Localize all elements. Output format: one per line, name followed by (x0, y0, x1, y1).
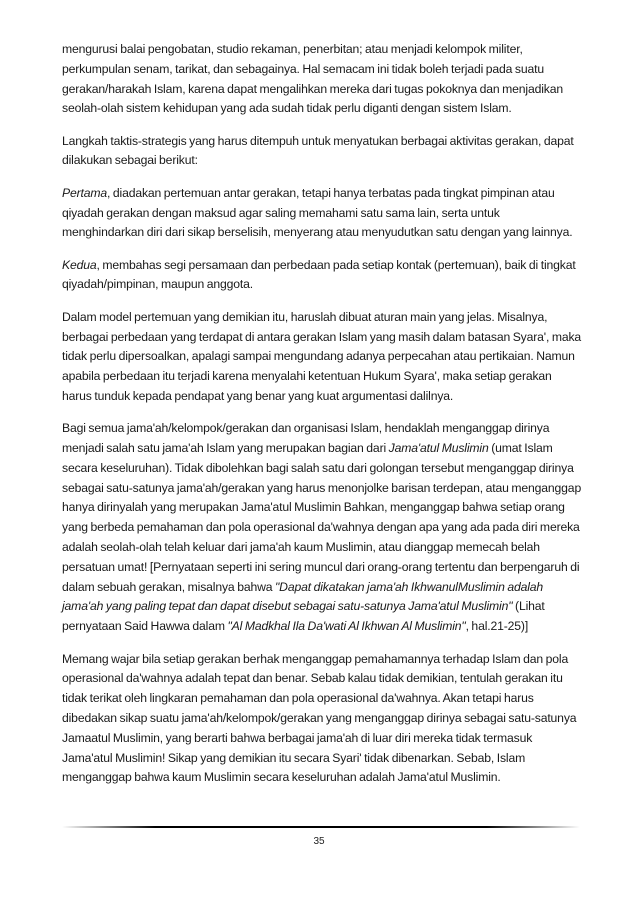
paragraph-5 (62, 308, 582, 407)
paragraph-kedua (62, 256, 582, 296)
pertama-label: Pertama (62, 185, 108, 200)
page-number: 35 (313, 836, 325, 847)
paragraph-6-text-c: (Lihat pernyataan Said Hawwa dalam (62, 599, 545, 634)
paragraph-7 (62, 650, 582, 789)
paragraph-5-text: Dalam model pertemuan yang demikian itu, haruslah dibuat aturan main yang jelas. Misalnya, berbagai perbedaan yang terdapat di antara gerakan Islam yang masih dalam batasan Syara', maka tidak perlu dipersoalkan, apalagi sampai mengundang adanya perpecahan atau pertikaian. Namun apabila perbedaan itu terjadi karena menyalahi ketentuan Hukum Syara', maka setiap gerakan harus tunduk kepada pendapat yang benar yang kuat argumentasi dalilnya. (62, 309, 582, 403)
paragraph-6-text-b: (umat Islam secara keseluruhan). Tidak dibolehkan bagi salah satu dari golongan tersebut menganggap dirinya sebagai satu-satunya jama'ah/gerakan yang harus menonjolke barisan terdepan, atau menganggap hanya dirinyalah yang merupakan Jama'atul Muslimin Bahkan, menganggap bahwa setiap orang yang berbeda pemahaman dan pola operasional da'wahnya dengan apa yang ada pada diri mereka adalah seolah-olah telah keluar dari jama'ah kaum Muslimin, atau dianggap memecah belah persatuan umat! [Pernyataan seperti ini sering muncul dari orang-orang tertentu dan berpengaruh di dalam sebuah gerakan, misalnya bahwa (62, 441, 582, 594)
pertama-text: , diadakan pertemuan antar gerakan, tetapi hanya terbatas pada tingkat pimpinan atau qiyadah gerakan dengan maksud agar saling memahami satu sama lain, serta untuk menghindarkan diri dari sikap berselisih, menyerang atau menyudutkan satu dengan yang lainnya. (62, 185, 573, 240)
document-body (62, 40, 582, 801)
paragraph-6-quote: "Dapat dikatakan jama'ah IkhwanulMuslimin adalah jama'ah yang paling tepat dan dapat disebut sebagai satu-satunya Jama'atul Muslimin" (62, 579, 544, 614)
paragraph-6-text-d: , hal.21-25)] (465, 619, 529, 634)
paragraph-1 (62, 40, 582, 119)
paragraph-6 (62, 419, 582, 637)
paragraph-pertama (62, 184, 582, 243)
kedua-text: , membahas segi persamaan dan perbedaan pada setiap kontak (pertemuan), baik di tingkat qiyadah/pimpinan, maupun anggota. (62, 257, 576, 292)
paragraph-2-text: Langkah taktis-strategis yang harus ditempuh untuk menyatukan berbagai aktivitas gerakan, dapat dilakukan sebagai berikut: (62, 133, 574, 168)
paragraph-1-text: mengurusi balai pengobatan, studio rekaman, penerbitan; atau menjadi kelompok militer, perkumpulan senam, tarikat, dan sebagainya. Hal semacam ini tidak boleh terjadi pada suatu gerakan/harakah Islam, karena dapat mengalihkan mereka dari tugas pokoknya dan menjadikan seolah-olah sistem kehidupan yang ada sudah tidak perlu diganti dengan sistem Islam. (62, 42, 563, 116)
footer-divider (62, 826, 580, 828)
paragraph-6-italic-a: Jama'atul Muslimin (388, 441, 489, 456)
kedua-label: Kedua (62, 257, 97, 272)
paragraph-2 (62, 132, 582, 172)
paragraph-6-text-a: Bagi semua jama'ah/kelompok/gerakan dan organisasi Islam, hendaklah menganggap dirinya menjadi salah satu jama'ah Islam yang merupakan bagian dari (62, 421, 550, 456)
paragraph-7-text: Memang wajar bila setiap gerakan berhak menganggap pemahamannya terhadap Islam dan pola operasional da'wahnya adalah tepat dan benar. Sebab kalau tidak demikian, tentulah gerakan itu tidak terikat oleh lingkaran pemahaman dan pola operasional da'wahnya. Akan tetapi harus dibedakan sikap suatu jama'ah/kelompok/gerakan yang menganggap dirinya sebagai satu-satunya Jamaatul Muslimin, yang berarti bahwa berbagai jama'ah di luar diri mereka tidak termasuk Jama'atul Muslimin! Sikap yang demikian itu secara Syari' tidak dibenarkan. Sebab, Islam menganggap bahwa kaum Muslimin secara keseluruhan adalah Jama'atul Muslimin. (62, 651, 577, 785)
paragraph-6-book-title: "Al Madkhal Ila Da'wati Al Ikhwan Al Muslimin" (227, 619, 466, 634)
